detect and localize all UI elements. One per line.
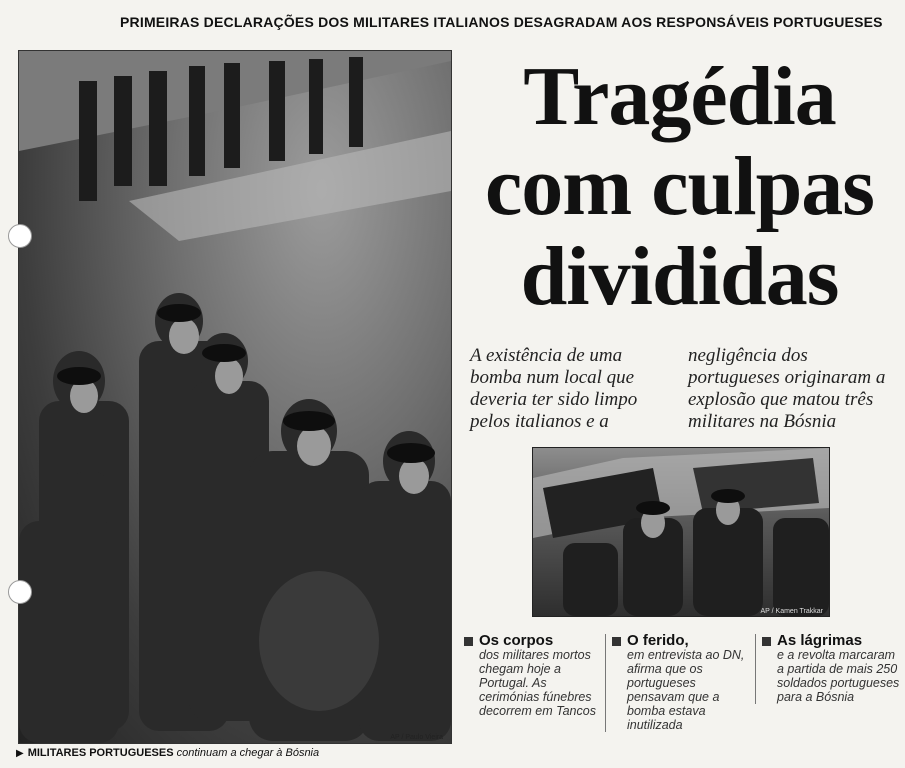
bullet-square-icon — [762, 637, 771, 646]
headline-line-1: Tragédia — [523, 50, 836, 143]
summary-column-3 — [755, 634, 902, 704]
photo-caption — [16, 747, 319, 759]
soldiers-illustration — [19, 51, 451, 743]
caption-strong: MILITARES PORTUGUESES — [27, 747, 174, 759]
summary-title: As lágrimas — [777, 632, 863, 649]
summary-body: e a revolta marcaram a partida de mais 250 soldados portugueses para a Bósnia — [777, 648, 900, 704]
bullet-square-icon — [612, 637, 621, 646]
summary-body: dos militares mortos chegam hoje a Portugal. As cerimónias fúnebres decorrem em Tancos — [479, 648, 596, 718]
caption-rest: continuam a chegar à Bósnia — [176, 747, 320, 759]
punch-hole — [8, 580, 32, 604]
bullet-square-icon — [464, 637, 473, 646]
caption-arrow-icon: ▶ — [16, 748, 24, 759]
summary-body: em entrevista ao DN, afirma que os portugueses pensavam que a bomba estava inutilizada — [627, 648, 745, 732]
headline-line-3: divididas — [520, 230, 839, 323]
coffin-photo — [532, 447, 830, 617]
summary-column-2 — [605, 634, 752, 732]
main-photo-credit: AP / Paulo Vieira — [390, 734, 443, 741]
coffin-illustration — [533, 448, 829, 616]
kicker: PRIMEIRAS DECLARAÇÕES DOS MILITARES ITALIANOS DESAGRADAM AOS RESPONSÁVEIS PORTUGUESES — [120, 14, 883, 30]
summary-title: O ferido, — [627, 632, 689, 649]
deck-left: A existência de uma bomba num local que deveria ter sido limpo pelos italianos e a — [470, 345, 638, 432]
deck-right: negligência dos portugueses originaram a explosão que matou três militares na Bósnia — [688, 345, 886, 432]
small-photo-credit: AP / Kamen Trakkar — [760, 608, 823, 615]
headline — [462, 52, 897, 322]
summary-column-1 — [464, 634, 604, 718]
summary-title: Os corpos — [479, 632, 554, 649]
main-photo — [18, 50, 452, 744]
headline-line-2: com culpas — [485, 140, 874, 233]
punch-hole — [8, 224, 32, 248]
